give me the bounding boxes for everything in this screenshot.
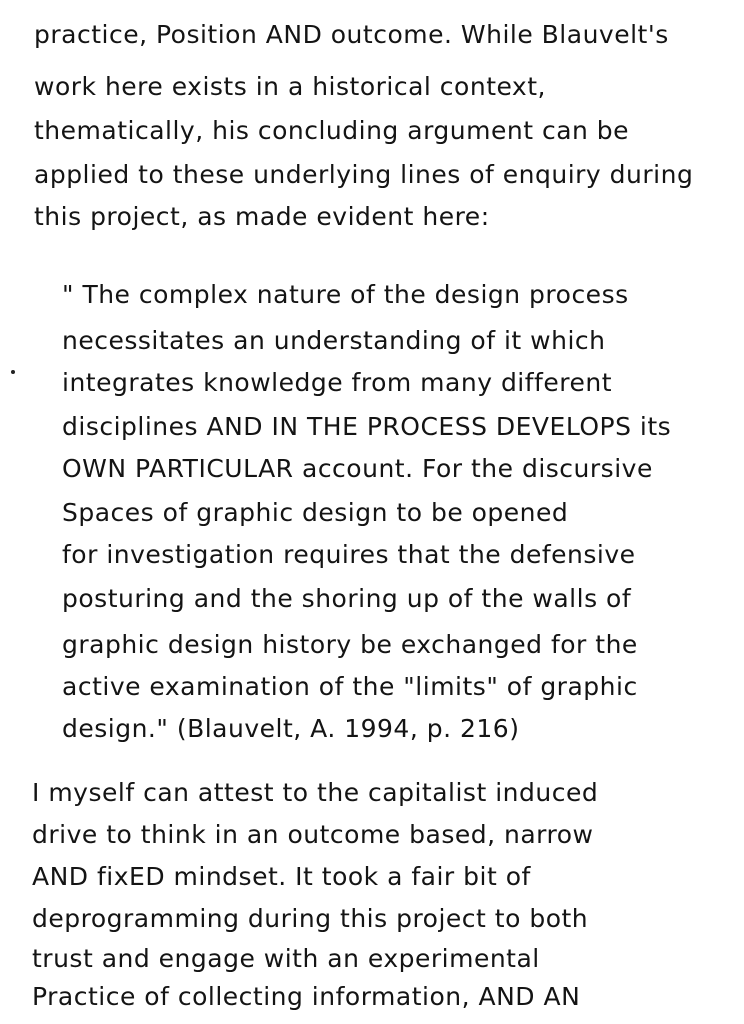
quote-line: " The complex nature of the design process [62,280,629,309]
quote-line: posturing and the shoring up of the walls of [62,584,632,613]
quote-line citation: design." (Blauvelt, A. 1994, p. 216) [62,714,520,743]
text-line: deprogramming during this project to both [32,904,589,933]
quote-line: Spaces of graphic design to be opened [62,498,569,527]
quote-line: necessitates an understanding of it which [62,326,606,355]
text-line: thematically, his concluding argument can be [34,116,630,145]
quote-line: integrates knowledge from many different [62,368,612,397]
text-line: applied to these underlying lines of enquiry during [34,160,694,189]
text-line: work here exists in a historical context, [34,72,546,101]
text-line: practice, Position AND outcome. While Blauvelt's [34,20,669,49]
quote-line: for investigation requires that the defensive [62,540,636,569]
text-line: this project, as made evident here: [34,202,490,231]
text-line: trust and engage with an experimental [32,944,540,973]
text-line: I myself can attest to the capitalist induced [32,778,599,807]
ink-dot [11,370,15,374]
quote-line: OWN PARTICULAR account. For the discursive [62,454,653,483]
text-line: drive to think in an outcome based, narrow [32,820,594,849]
quote-line: graphic design history be exchanged for the [62,630,638,659]
quote-line: disciplines AND IN THE PROCESS DEVELOPS its [62,412,672,441]
text-line: Practice of collecting information, AND AN [32,982,581,1011]
text-line: AND fixED mindset. It took a fair bit of [32,862,531,891]
quote-line: active examination of the "limits" of graphic [62,672,638,701]
